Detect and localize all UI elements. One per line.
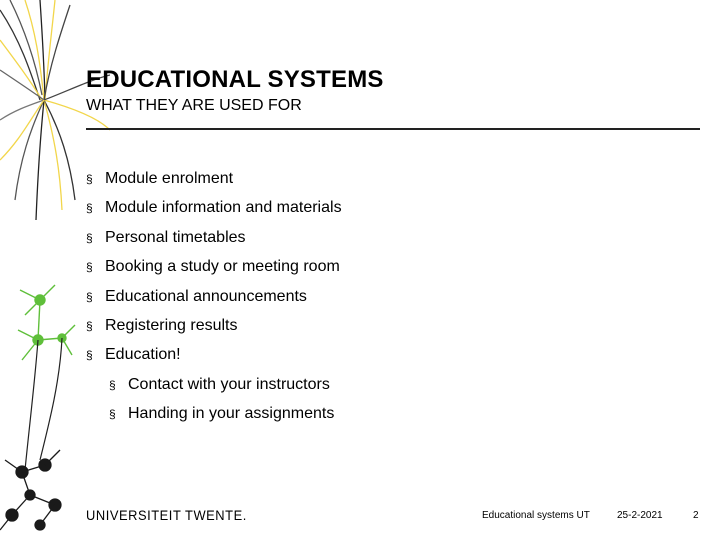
bullet-marker: § [86, 289, 93, 304]
slide-subtitle: WHAT THEY ARE USED FOR [86, 97, 302, 114]
university-logo: UNIVERSITEIT TWENTE. [86, 507, 247, 523]
page-number: 2 [693, 510, 699, 521]
bullet-item: § Booking a study or meeting room [86, 258, 340, 276]
sub-bullet-item: § Contact with your instructors [109, 375, 330, 393]
bullet-item: § Module enrolment [86, 170, 234, 187]
bullet-item: § Personal timetables [86, 228, 246, 246]
bullet-marker: § [86, 201, 93, 216]
bullet-item: § Educational announcements [86, 287, 307, 305]
bullet-marker: § [86, 172, 93, 186]
bullet-marker: § [86, 318, 93, 333]
bullet-item: § Module information and materials [86, 199, 342, 217]
footer-label: Educational systems UT [482, 510, 590, 521]
bullet-item: § Registering results [86, 316, 238, 334]
slide-title: EDUCATIONAL SYSTEMS [86, 66, 384, 93]
bullet-marker: § [109, 407, 116, 422]
bullet-item: § Education! [86, 346, 181, 364]
bullet-marker: § [109, 377, 116, 392]
sub-bullet-item: § Handing in your assignments [109, 405, 335, 423]
title-divider [86, 128, 700, 130]
footer-date: 25-2-2021 [617, 510, 663, 521]
bullet-marker: § [86, 260, 93, 275]
bullet-marker: § [86, 348, 93, 363]
bullet-list [86, 168, 342, 433]
bullet-marker: § [86, 230, 93, 245]
